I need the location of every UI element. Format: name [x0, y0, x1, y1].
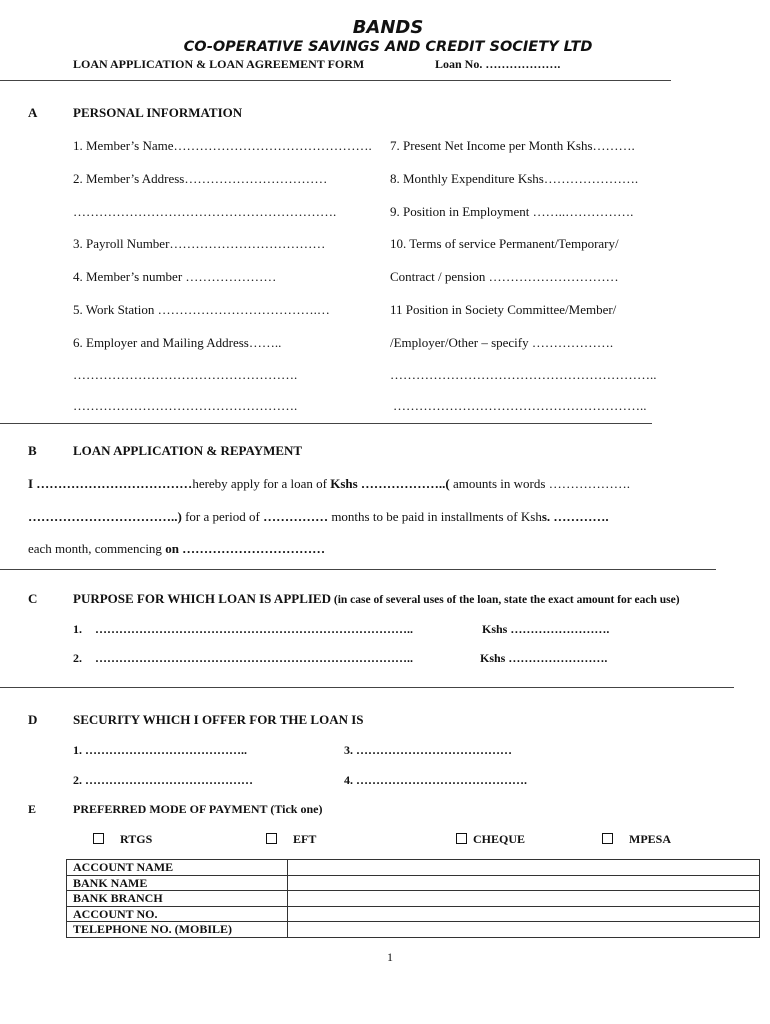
section-letter-e: E — [28, 802, 37, 816]
purpose-2-field[interactable]: …………………………………………………………………….. — [95, 651, 413, 665]
loan-request-text: hereby apply for a loan of — [192, 476, 331, 491]
security-3-field[interactable]: 3. ………………………………… — [344, 743, 512, 757]
security-2-field[interactable]: 2. …………………………………… — [73, 773, 253, 787]
purpose-2-amount-field[interactable]: Kshs ……………………. — [480, 651, 608, 665]
section-title-security: SECURITY WHICH I OFFER FOR THE LOAN IS — [73, 712, 364, 727]
section-letter-c: C — [28, 591, 38, 606]
society-name: CO-OPERATIVE SAVINGS AND CREDIT SOCIETY LTD — [183, 39, 593, 55]
org-name: BANDS — [352, 17, 424, 38]
commencing-label: each month, commencing — [28, 541, 166, 556]
security-4-field[interactable]: 4. ……………………………………. — [344, 773, 527, 787]
employer-address-field[interactable]: 6. Employer and Mailing Address…….. — [73, 335, 282, 350]
section-letter-d: D — [28, 712, 38, 727]
loan-purpose-title: PURPOSE FOR WHICH LOAN IS APPLIED — [73, 591, 331, 606]
employer-address-line-3[interactable]: ……………………………………………. — [73, 398, 298, 413]
loan-number-field[interactable]: Loan No. ………………. — [435, 57, 561, 71]
repayment-period-field[interactable]: …………… — [263, 509, 332, 524]
work-station-field[interactable]: 5. Work Station ……………………………….… — [73, 302, 330, 317]
page-number: 1 — [387, 950, 393, 964]
payment-option-cheque[interactable] — [456, 832, 525, 847]
account-name-field[interactable] — [288, 860, 760, 876]
form-title: LOAN APPLICATION & LOAN AGREEMENT FORM — [73, 57, 365, 71]
table-row — [67, 875, 760, 891]
bank-branch-field[interactable] — [288, 891, 760, 907]
terms-of-service-field[interactable]: Contract / pension ………………………… — [390, 269, 619, 284]
loan-amount-field[interactable]: Kshs ………………..( — [330, 476, 453, 491]
table-row — [67, 922, 760, 938]
net-income-field[interactable]: 7. Present Net Income per Month Kshs………. — [390, 138, 635, 153]
purpose-1-field[interactable]: …………………………………………………………………….. — [95, 622, 413, 636]
section-title-loan-purpose — [73, 591, 680, 607]
security-1-field[interactable]: 1. ………………………………….. — [73, 743, 247, 757]
checkbox-icon[interactable] — [602, 833, 613, 844]
employer-address-line-2[interactable]: ……………………………………………. — [73, 367, 298, 382]
society-position-line-2[interactable]: …………………………………………………….. — [390, 367, 657, 382]
bank-details-table — [66, 859, 760, 938]
loan-purpose-note: (in case of several uses of the loan, state the exact amount for each use) — [331, 594, 680, 606]
account-number-field[interactable] — [288, 906, 760, 922]
purpose-item-number: 1. — [73, 622, 82, 636]
bank-name-field[interactable] — [288, 875, 760, 891]
society-position-field[interactable]: /Employer/Other – specify ………………. — [390, 335, 614, 350]
section-title-payment-mode: PREFERRED MODE OF PAYMENT (Tick one) — [73, 802, 323, 816]
telephone-label: TELEPHONE NO. (MOBILE) — [67, 922, 288, 938]
purpose-1-amount-field[interactable]: Kshs ……………………. — [482, 622, 610, 636]
society-position-line-3[interactable]: ………………………………………………….. — [393, 398, 647, 413]
amount-in-words-field[interactable]: ……………………………..) — [28, 509, 186, 524]
table-row — [67, 906, 760, 922]
option-label: RTGS — [120, 832, 153, 846]
monthly-expenditure-field[interactable]: 8. Monthly Expenditure Kshs…………………. — [390, 171, 639, 186]
option-label: EFT — [293, 832, 317, 846]
section-title-personal-info: PERSONAL INFORMATION — [73, 105, 243, 120]
table-row — [67, 860, 760, 876]
payroll-number-field[interactable]: 3. Payroll Number……………………………… — [73, 236, 326, 251]
telephone-field[interactable] — [288, 922, 760, 938]
divider — [0, 423, 652, 424]
employment-position-field[interactable]: 9. Position in Employment ……..……………. — [390, 204, 634, 219]
payment-option-eft[interactable] — [266, 832, 316, 847]
bank-branch-label: BANK BRANCH — [67, 891, 288, 907]
society-position-label: 11 Position in Society Committee/Member/ — [390, 302, 617, 317]
purpose-item-number: 2. — [73, 651, 82, 665]
section-title-loan-application: LOAN APPLICATION & REPAYMENT — [73, 443, 303, 458]
option-label: CHEQUE — [473, 832, 526, 846]
checkbox-icon[interactable] — [266, 833, 277, 844]
table-row — [67, 891, 760, 907]
divider — [0, 569, 716, 570]
account-name-label: ACCOUNT NAME — [67, 860, 288, 876]
payment-option-mpesa[interactable] — [602, 832, 671, 847]
payment-option-rtgs[interactable] — [93, 832, 152, 847]
section-letter-a: A — [28, 105, 38, 120]
loan-statement-line-2 — [28, 509, 609, 525]
loan-statement-line-1 — [28, 476, 630, 492]
checkbox-icon[interactable] — [93, 833, 104, 844]
bank-name-label: BANK NAME — [67, 875, 288, 891]
amount-in-words-label[interactable]: amounts in words ………………. — [453, 476, 630, 491]
applicant-name-field[interactable]: I ……………………………… — [28, 476, 193, 491]
commencement-date-field[interactable]: on …………………………… — [165, 541, 326, 556]
divider — [0, 687, 734, 688]
period-label: for a period of — [185, 509, 264, 524]
member-number-field[interactable]: 4. Member’s number ………………… — [73, 269, 277, 284]
installment-amount-field[interactable]: s. …………. — [541, 509, 609, 524]
member-name-field[interactable]: 1. Member’s Name………………………………………. — [73, 138, 372, 153]
account-number-label: ACCOUNT NO. — [67, 906, 288, 922]
checkbox-icon[interactable] — [456, 833, 467, 844]
option-label: MPESA — [629, 832, 671, 846]
member-address-field[interactable]: 2. Member’s Address…………………………… — [73, 171, 328, 186]
terms-of-service-label: 10. Terms of service Permanent/Temporary/ — [390, 236, 619, 251]
loan-statement-line-3 — [28, 541, 325, 557]
installments-label: months to be paid in installments of Ksh — [331, 509, 542, 524]
divider — [0, 80, 671, 81]
section-letter-b: B — [28, 443, 37, 458]
member-address-line-2[interactable]: ……………………………………………………. — [73, 204, 337, 219]
